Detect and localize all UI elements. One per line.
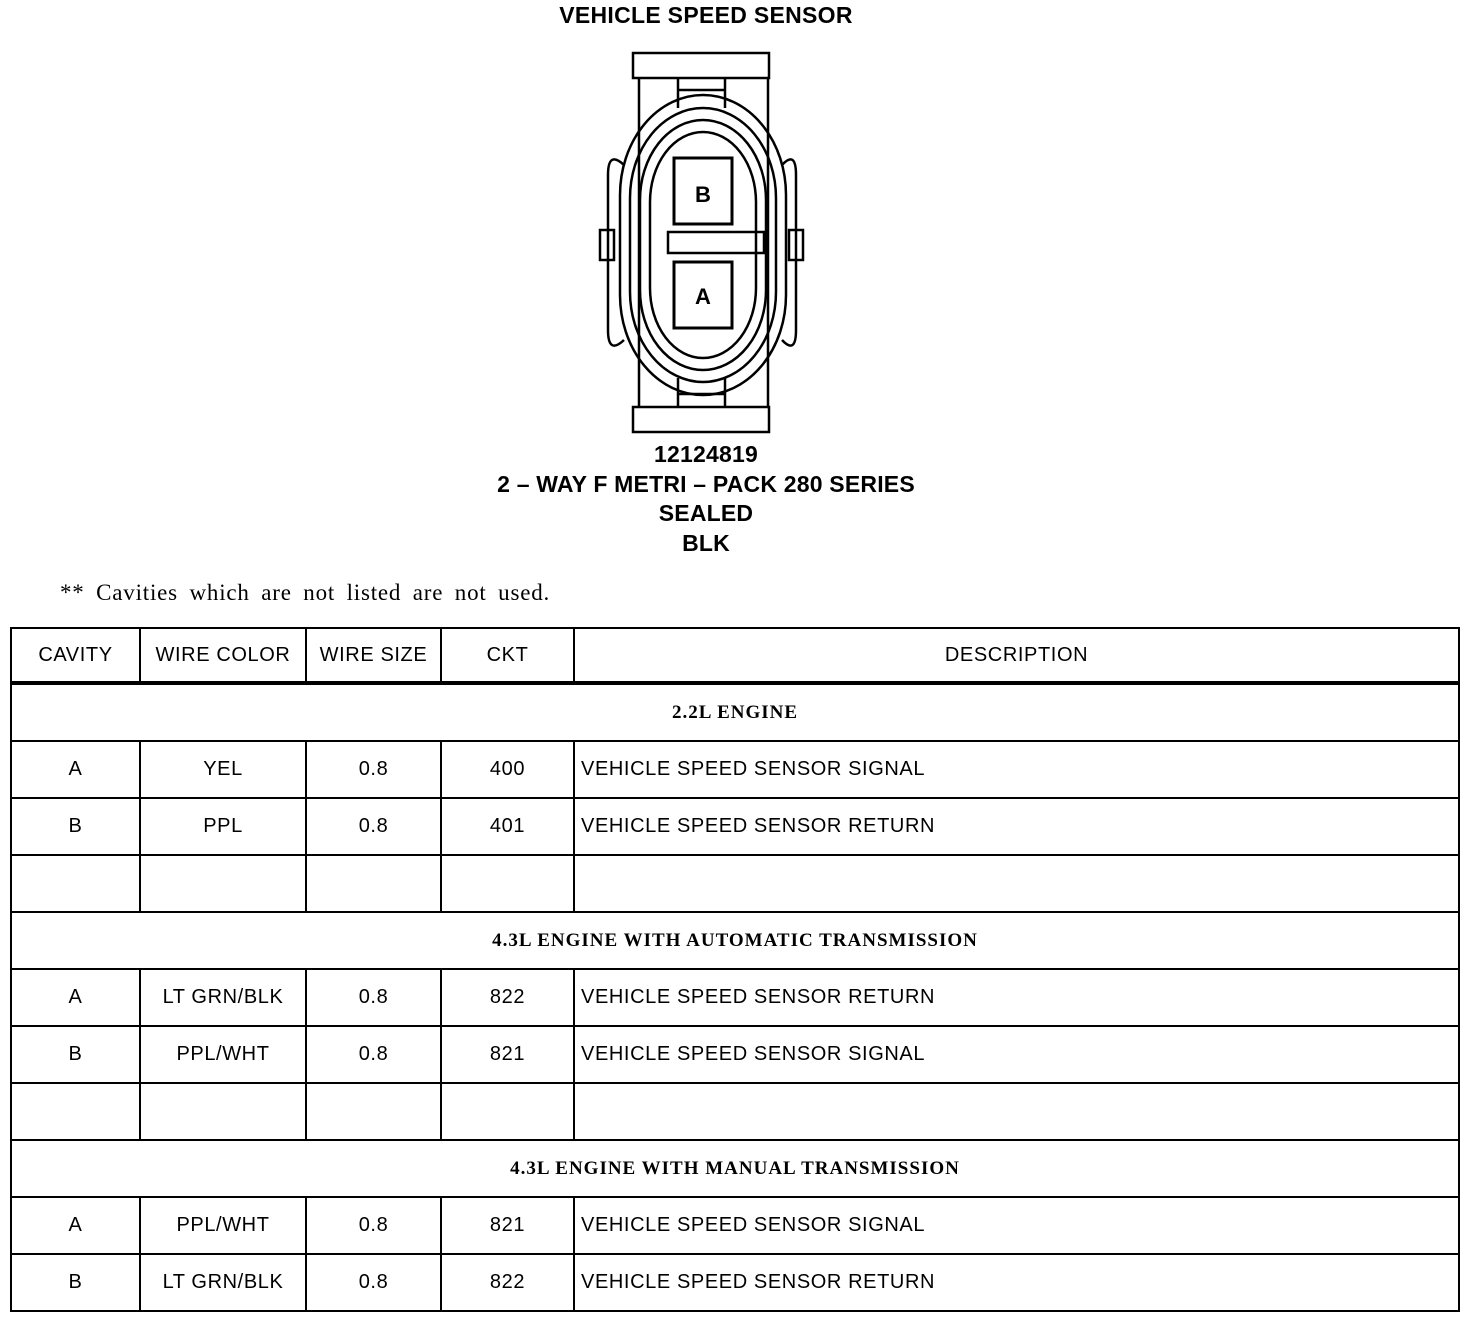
ckt-cell: 401: [441, 798, 574, 855]
ckt-cell: 822: [441, 1254, 574, 1311]
cavity-cell: [11, 855, 140, 912]
cavity-b-label: B: [695, 182, 711, 207]
cavity-cell: B: [11, 1026, 140, 1083]
wire-size-cell: 0.8: [306, 741, 441, 798]
table-row-empty: [11, 855, 1459, 912]
ckt-cell: 821: [441, 1197, 574, 1254]
wire-size-cell: [306, 855, 441, 912]
part-number: 12124819: [654, 441, 758, 467]
header-description: DESCRIPTION: [574, 628, 1459, 683]
connector-face-diagram: [598, 50, 808, 440]
description-cell: VEHICLE SPEED SENSOR RETURN: [574, 1254, 1459, 1311]
header-cavity: CAVITY: [11, 628, 140, 683]
wire-color-cell: PPL: [140, 798, 306, 855]
table-row: [11, 798, 1459, 855]
table-row: [11, 1026, 1459, 1083]
connector-color: BLK: [682, 530, 730, 556]
wire-color-cell: LT GRN/BLK: [140, 1254, 306, 1311]
description-cell: VEHICLE SPEED SENSOR RETURN: [574, 798, 1459, 855]
section-title: 4.3L ENGINE WITH MANUAL TRANSMISSION: [11, 1140, 1459, 1197]
wire-color-cell: YEL: [140, 741, 306, 798]
cavity-cell: A: [11, 969, 140, 1026]
ckt-cell: [441, 855, 574, 912]
ckt-cell: 400: [441, 741, 574, 798]
pinout-table: [10, 627, 1460, 1312]
wire-size-cell: 0.8: [306, 1254, 441, 1311]
section-row: [11, 1140, 1459, 1197]
table-row: [11, 741, 1459, 798]
description-cell: VEHICLE SPEED SENSOR SIGNAL: [574, 1026, 1459, 1083]
wire-size-cell: 0.8: [306, 1197, 441, 1254]
ckt-cell: [441, 1083, 574, 1140]
page-title: VEHICLE SPEED SENSOR: [559, 2, 853, 28]
wire-size-cell: 0.8: [306, 969, 441, 1026]
table-row: [11, 969, 1459, 1026]
description-cell: VEHICLE SPEED SENSOR SIGNAL: [574, 741, 1459, 798]
table-header-row: [11, 628, 1459, 683]
wire-color-cell: PPL/WHT: [140, 1026, 306, 1083]
wire-size-cell: [306, 1083, 441, 1140]
wire-color-cell: LT GRN/BLK: [140, 969, 306, 1026]
wire-color-cell: PPL/WHT: [140, 1197, 306, 1254]
table-row: [11, 1254, 1459, 1311]
cavity-cell: B: [11, 798, 140, 855]
table-row: [11, 1197, 1459, 1254]
header-wire-color: WIRE COLOR: [140, 628, 306, 683]
cavity-note: ** Cavities which are not listed are not used.: [60, 580, 551, 605]
wire-color-cell: [140, 855, 306, 912]
connector-seal: SEALED: [658, 500, 754, 526]
section-row: [11, 912, 1459, 969]
description-cell: VEHICLE SPEED SENSOR RETURN: [574, 969, 1459, 1026]
wire-color-cell: [140, 1083, 306, 1140]
table-row-empty: [11, 1083, 1459, 1140]
header-ckt: CKT: [441, 628, 574, 683]
cavity-cell: B: [11, 1254, 140, 1311]
connector-type: 2 – WAY F METRI – PACK 280 SERIES: [497, 471, 915, 497]
section-row: [11, 683, 1459, 741]
wire-size-cell: 0.8: [306, 1026, 441, 1083]
ckt-cell: 822: [441, 969, 574, 1026]
cavity-cell: A: [11, 741, 140, 798]
wire-size-cell: 0.8: [306, 798, 441, 855]
section-title: 2.2L ENGINE: [11, 683, 1459, 741]
description-cell: [574, 855, 1459, 912]
section-title: 4.3L ENGINE WITH AUTOMATIC TRANSMISSION: [11, 912, 1459, 969]
cavity-cell: [11, 1083, 140, 1140]
cavity-cell: A: [11, 1197, 140, 1254]
description-cell: VEHICLE SPEED SENSOR SIGNAL: [574, 1197, 1459, 1254]
ckt-cell: 821: [441, 1026, 574, 1083]
cavity-a-label: A: [695, 284, 711, 309]
description-cell: [574, 1083, 1459, 1140]
header-wire-size: WIRE SIZE: [306, 628, 441, 683]
